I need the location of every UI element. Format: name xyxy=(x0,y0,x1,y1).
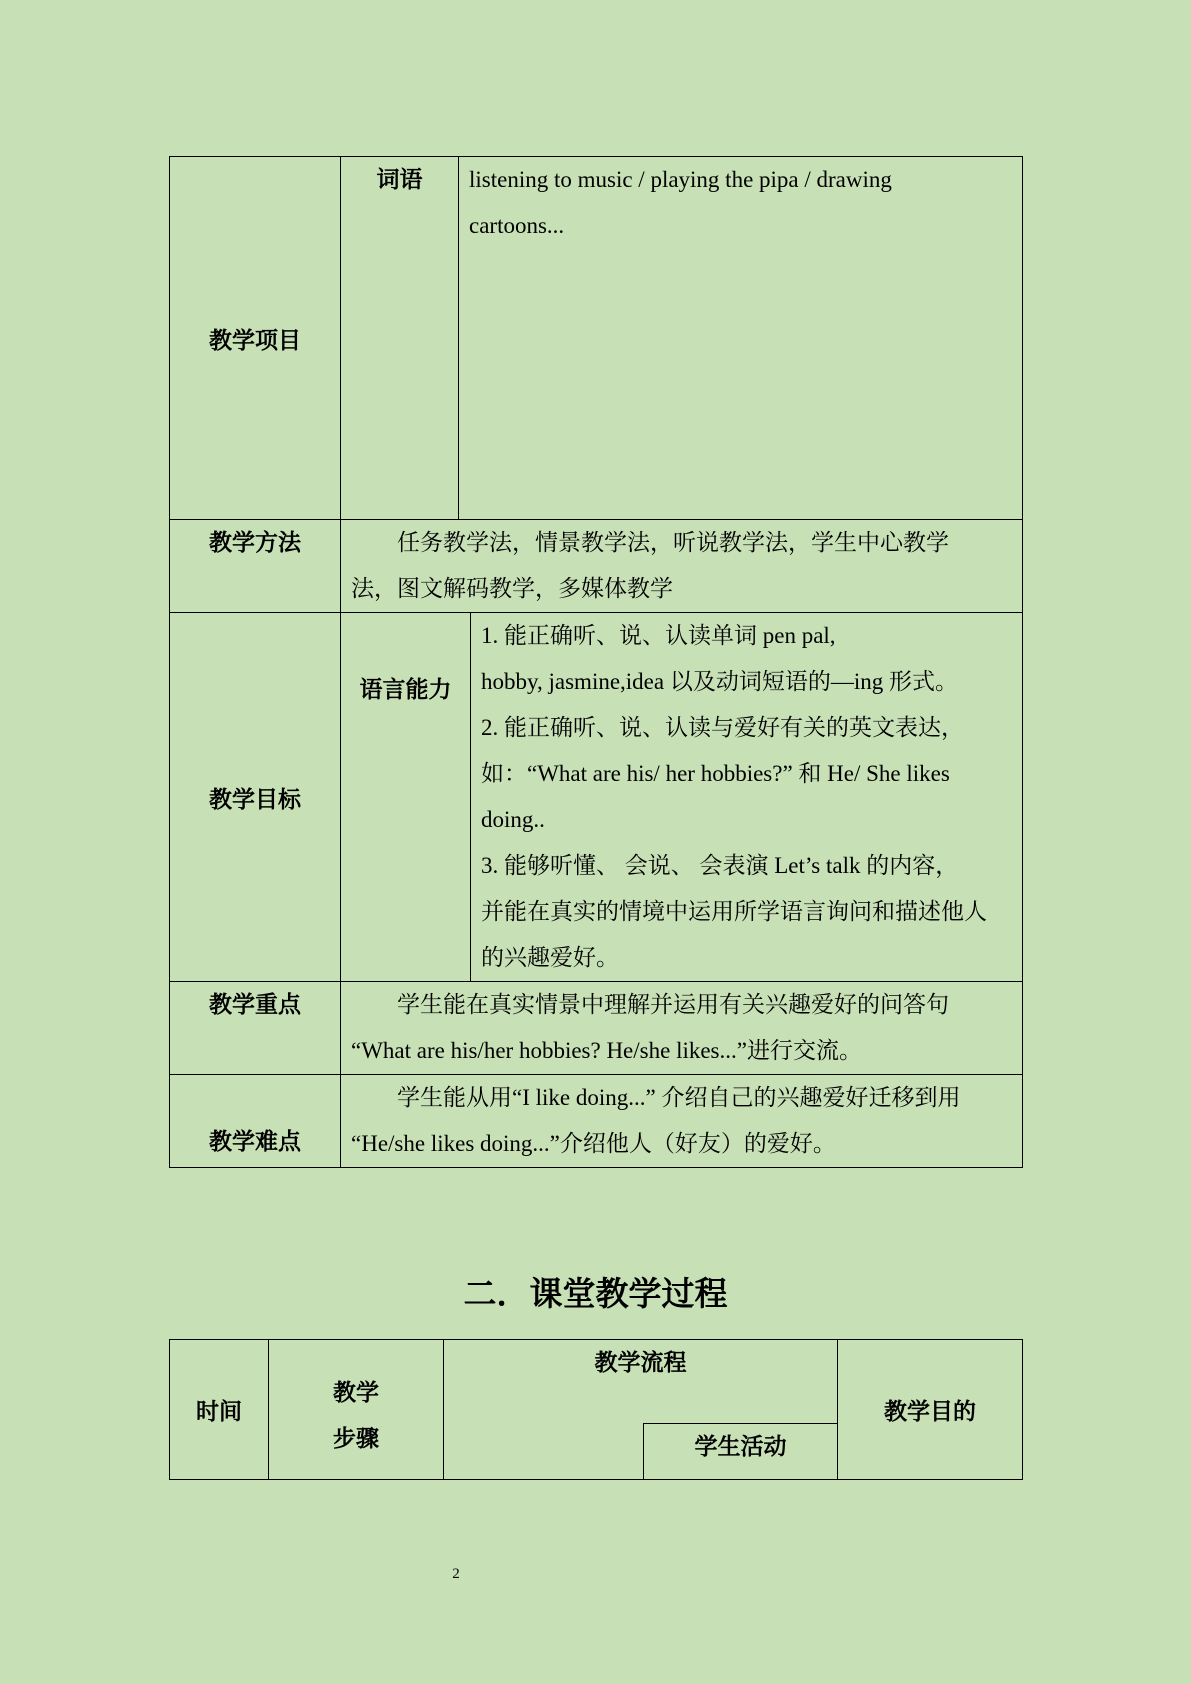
vocab-line: listening to music / playing the pipa / drawing xyxy=(469,167,892,192)
vocab-cell xyxy=(459,157,1023,520)
method-line: 法，图文解码教学，多媒体教学 xyxy=(351,576,673,601)
time-header: 时间 xyxy=(170,1340,269,1480)
difficulty-label: 教学难点 xyxy=(170,1075,341,1168)
vocab-line: cartoons... xyxy=(469,213,565,238)
goal-line: 1. 能正确听、说、认读单词 pen pal, xyxy=(481,623,836,648)
goal-line: 的兴趣爱好。 xyxy=(481,945,619,970)
flow-header: 教学流程 xyxy=(444,1340,838,1424)
difficulty-line: 学生能从用“I like doing...” 介绍自己的兴趣爱好迁移到用 xyxy=(397,1085,961,1110)
goal-cell xyxy=(471,613,1023,982)
goal-line: 并能在真实的情境中运用所学语言询问和描述他人 xyxy=(481,899,987,924)
step-header-line: 教学 xyxy=(333,1380,379,1406)
goal-label: 教学目标 xyxy=(170,613,341,982)
method-line: 任务教学法，情景教学法，听说教学法，学生中心教学 xyxy=(397,530,949,555)
step-header-line: 步骤 xyxy=(333,1426,379,1452)
goal-line: hobby, jasmine,idea 以及动词短语的—ing 形式。 xyxy=(481,669,958,694)
teaching-plan-table xyxy=(169,156,1023,1168)
focus-line: 学生能在真实情景中理解并运用有关兴趣爱好的问答句 xyxy=(397,992,949,1017)
student-activity-header: 学生活动 xyxy=(644,1424,838,1480)
difficulty-line: “He/she likes doing...”介绍他人（好友）的爱好。 xyxy=(351,1131,836,1156)
goal-line: 2. 能正确听、说、认读与爱好有关的英文表达， xyxy=(481,715,964,740)
goal-line: doing.. xyxy=(481,807,545,832)
focus-label: 教学重点 xyxy=(170,982,341,1075)
vocab-label: 词语 xyxy=(341,157,459,520)
language-ability-label: 语言能力 xyxy=(341,613,471,982)
method-label: 教学方法 xyxy=(170,520,341,613)
teacher-activity-cell xyxy=(444,1424,644,1480)
section-title: 二．课堂教学过程 xyxy=(463,1274,728,1313)
focus-cell xyxy=(341,982,1023,1075)
items-label: 教学项目 xyxy=(170,157,341,520)
method-cell xyxy=(341,520,1023,613)
goal-line: 如：“What are his/ her hobbies?” 和 He/ She likes xyxy=(481,761,950,786)
goal-line: 3. 能够听懂、 会说、 会表演 Let’s talk 的内容， xyxy=(481,853,959,878)
step-header xyxy=(269,1340,444,1480)
focus-line: “What are his/her hobbies? He/she likes...”进行交流。 xyxy=(351,1038,862,1063)
difficulty-cell xyxy=(341,1075,1023,1168)
purpose-header: 教学目的 xyxy=(838,1340,1023,1480)
classroom-process-table xyxy=(169,1339,1023,1480)
page-number: 2 xyxy=(452,1566,460,1582)
